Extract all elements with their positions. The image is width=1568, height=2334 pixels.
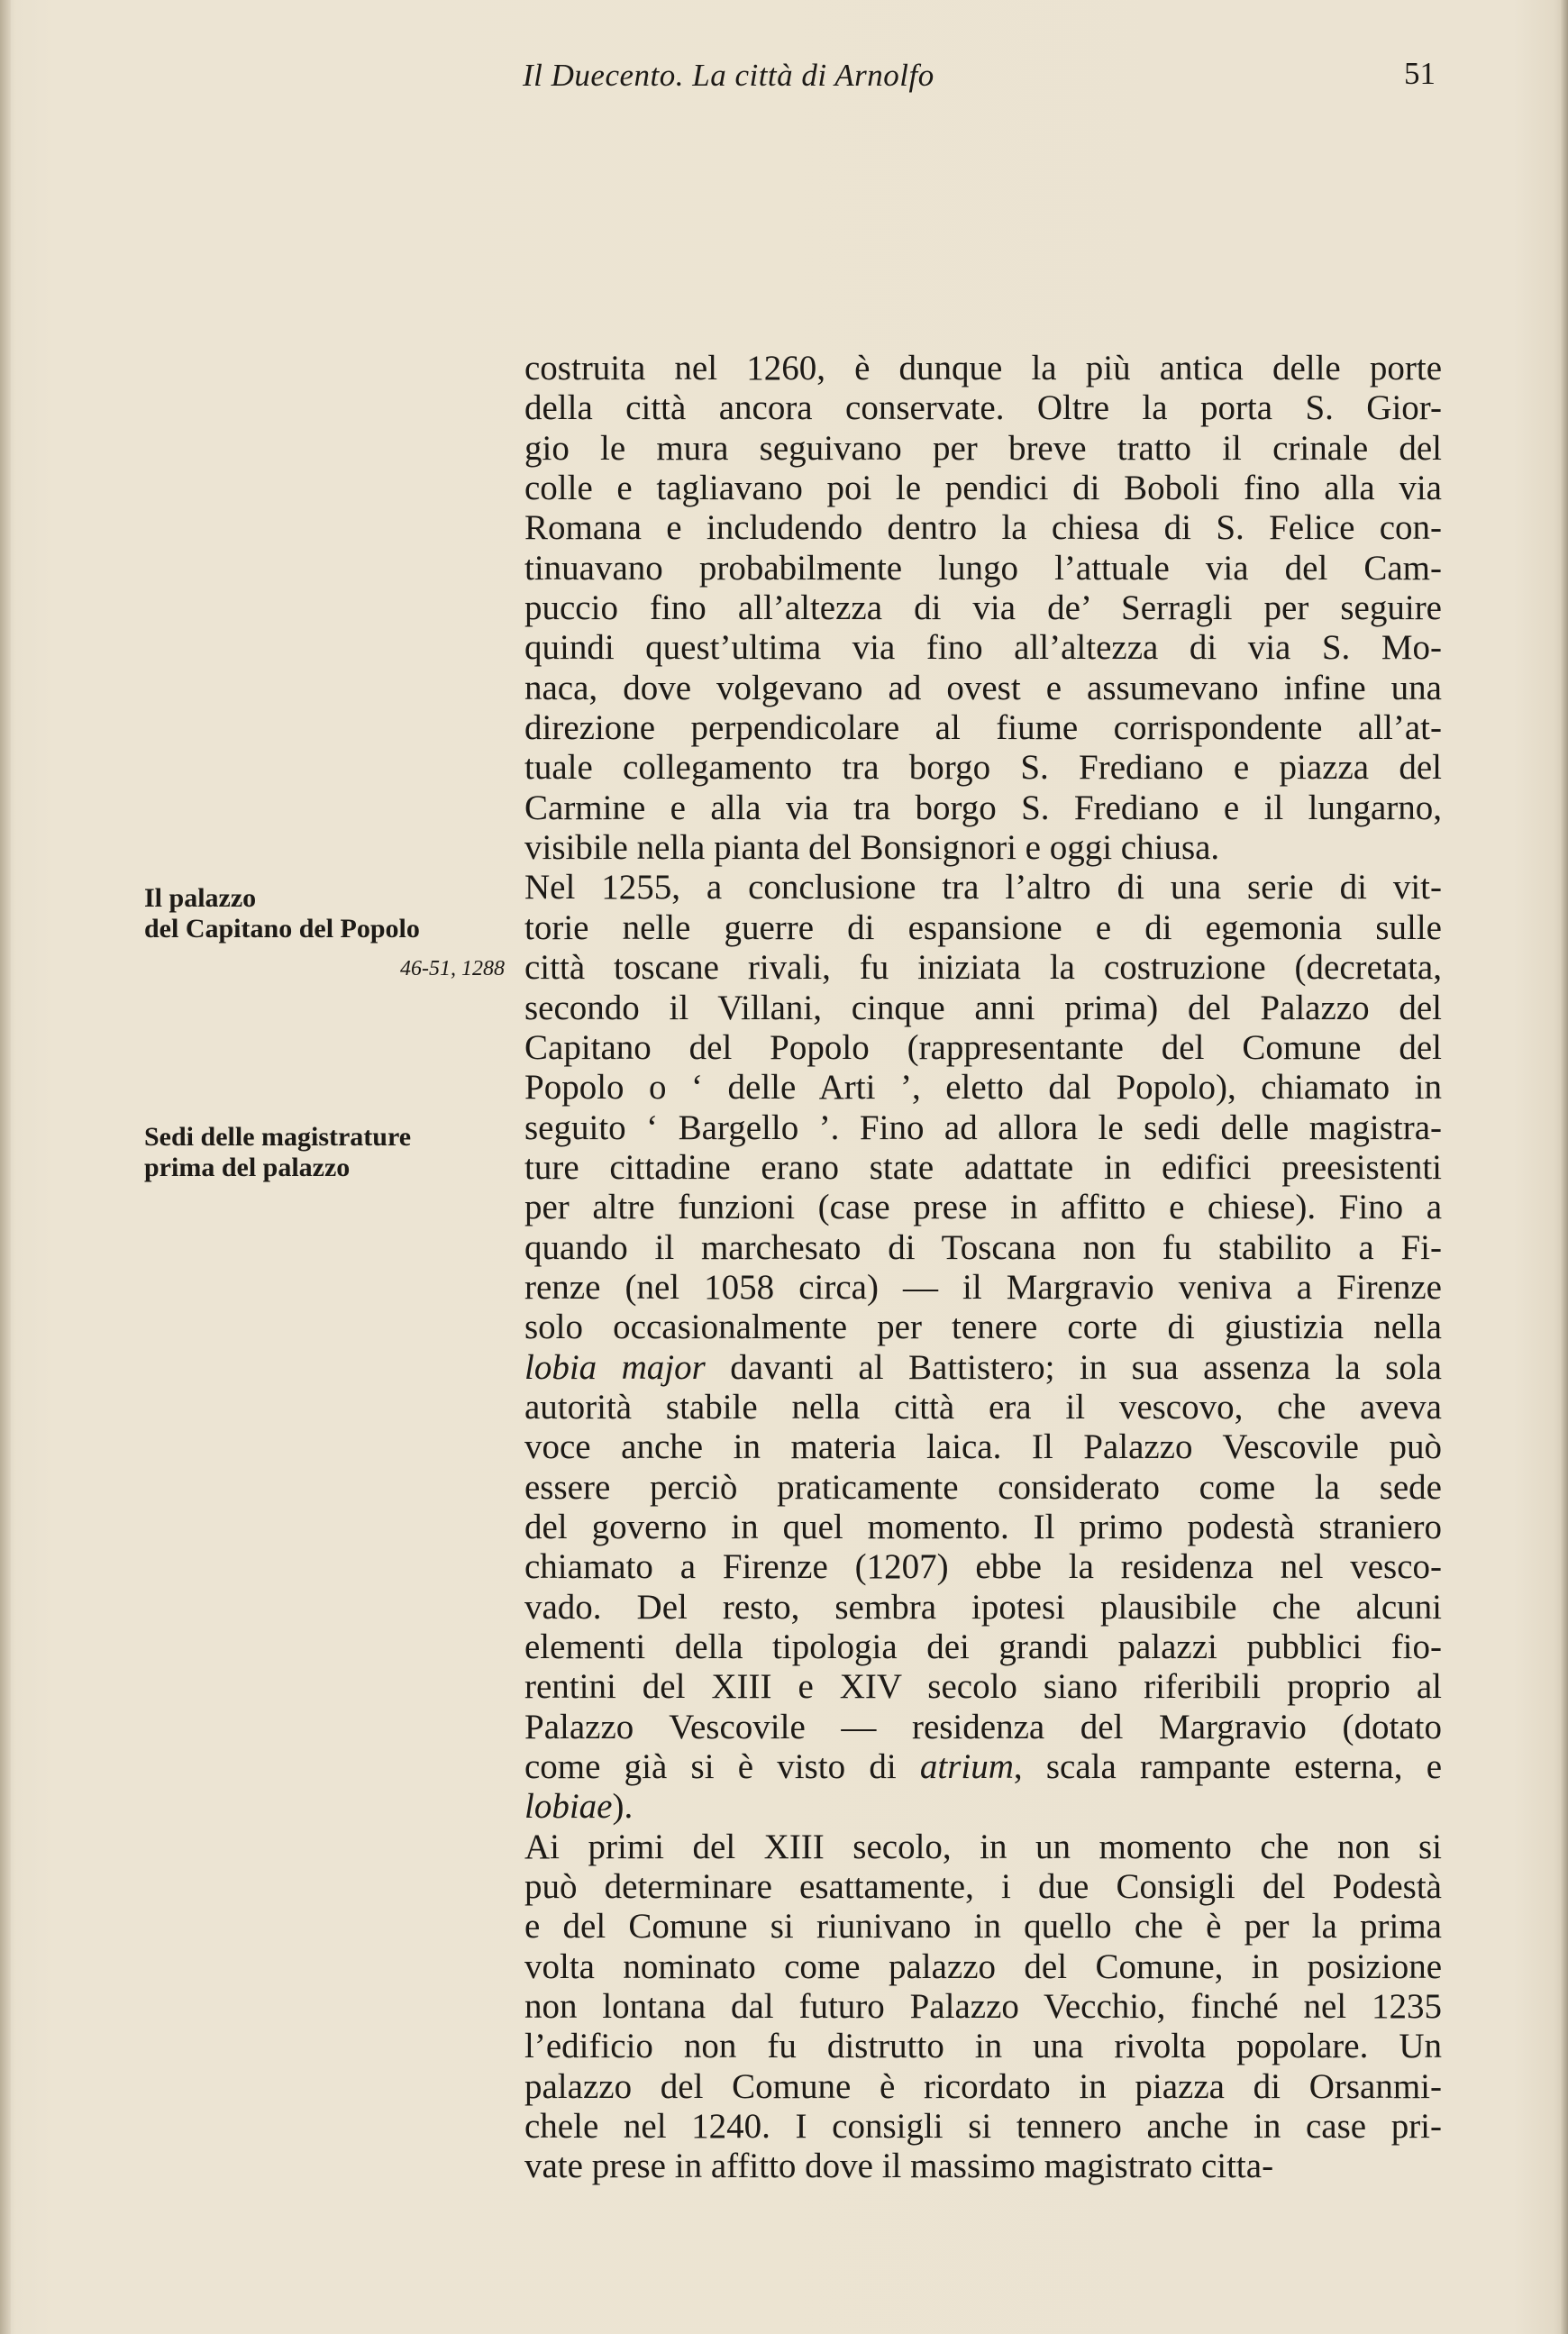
text-line: volta nominato come palazzo del Comune, in posizione	[524, 1947, 1442, 1986]
text-line: Popolo o ‘ delle Arti ’, eletto dal Popolo), chiamato in	[524, 1068, 1442, 1108]
text-line: colle e tagliavano poi le pendici di Boboli fino alla via	[524, 469, 1442, 508]
text-line: Carmine e alla via tra borgo S. Frediano e il lungarno,	[524, 788, 1442, 827]
text-line: tinuavano probabilmente lungo l’attuale via del Cam-	[524, 548, 1442, 588]
text-line: chiamato a Firenze (1207) ebbe la residenza nel vesco-	[524, 1547, 1442, 1587]
text-line: quando il marchesato di Toscana non fu stabilito a Fi-	[524, 1227, 1442, 1267]
page-number: 51	[1404, 56, 1436, 91]
text-line: costruita nel 1260, è dunque la più antica delle porte	[524, 349, 1442, 387]
text-line: Palazzo Vescovile — residenza del Margravio (dotato	[524, 1707, 1442, 1746]
text-line: vado. Del resto, sembra ipotesi plausibile che alcuni	[524, 1587, 1442, 1627]
text-line: vate prese in affitto dove il massimo magistrato citta-	[524, 2147, 1274, 2186]
running-title: Il Duecento. La città di Arnolfo	[523, 58, 934, 93]
text-line: gio le mura seguivano per breve tratto il crinale del	[524, 428, 1442, 468]
text-line: voce anche in materia laica. Il Palazzo Vescovile può	[524, 1427, 1442, 1467]
text-line: l’edificio non fu distrutto in una rivolta popolare. Un	[524, 2027, 1442, 2066]
margin-note-heading-line: Il palazzo	[144, 883, 257, 913]
text-line: può determinare esattamente, i due Consigli del Podestà	[524, 1867, 1442, 1907]
text-line: palazzo del Comune è ricordato in piazza di Orsanmi-	[524, 2066, 1442, 2106]
text-line: seguito ‘ Bargello ’. Fino ad allora le sedi delle magistra-	[524, 1108, 1442, 1147]
margin-note-capitano	[144, 883, 514, 981]
text-line: del governo in quel momento. Il primo podestà straniero	[524, 1507, 1442, 1546]
text-line: puccio fino all’altezza di via de’ Serragli per seguire	[524, 588, 1442, 628]
text-line: lobia major davanti al Battistero; in sua assenza la sola	[524, 1347, 1442, 1387]
page-gutter	[0, 0, 11, 2334]
text-line: città toscane rivali, fu iniziata la costruzione (decretata,	[524, 948, 1442, 988]
text-line: chele nel 1240. I consigli si tennero anche in case pri-	[524, 2107, 1442, 2147]
text-line: essere perciò praticamente considerato come la sede	[524, 1467, 1442, 1507]
text-line: Ai primi del XIII secolo, in un momento che non si	[524, 1827, 1442, 1866]
page-edge	[1561, 0, 1568, 2334]
text-line: direzione perpendicolare al fiume corrispondente all’at-	[524, 708, 1442, 748]
margin-note-heading-line: Sedi delle magistrature	[144, 1122, 412, 1152]
text-line: renze (nel 1058 circa) — il Margravio veniva a Firenze	[524, 1267, 1442, 1307]
text-line: solo occasionalmente per tenere corte di giustizia nella	[524, 1308, 1442, 1347]
text-line: visibile nella pianta del Bonsignori e oggi chiusa.	[524, 828, 1220, 868]
text-line: ture cittadine erano state adattate in edifici preesistenti	[524, 1147, 1442, 1187]
text-line: non lontana dal futuro Palazzo Vecchio, finché nel 1235	[524, 1987, 1442, 2027]
text-line: per altre funzioni (case prese in affitto e chiese). Fino a	[524, 1188, 1442, 1227]
margin-note-figure-reference: 46-51, 1288	[400, 957, 505, 980]
text-line: e del Comune si riunivano in quello che è per la prima	[524, 1907, 1442, 1947]
margin-note-heading-line: del Capitano del Popolo	[144, 914, 420, 944]
text-line: naca, dove volgevano ad ovest e assumevano infine una	[524, 668, 1442, 707]
text-line: Nel 1255, a conclusione tra l’altro di una serie di vit-	[524, 868, 1442, 907]
text-line: come già si è visto di atrium, scala rampante esterna, e	[524, 1747, 1442, 1787]
text-line: elementi della tipologia dei grandi palazzi pubblici fio-	[524, 1627, 1442, 1666]
text-line: Romana e includendo dentro la chiesa di S. Felice con-	[524, 508, 1442, 548]
text-line: quindi quest’ultima via fino all’altezza di via S. Mo-	[524, 628, 1442, 668]
text-line: torie nelle guerre di espansione e di egemonia sulle	[524, 907, 1442, 947]
text-line: autorità stabile nella città era il vescovo, che aveva	[524, 1387, 1442, 1427]
text-line: rentini del XIII e XIV secolo siano riferibili proprio al	[524, 1667, 1442, 1707]
text-line: della città ancora conservate. Oltre la porta S. Gior-	[524, 388, 1442, 428]
text-line: Capitano del Popolo (rappresentante del Comune del	[524, 1027, 1442, 1067]
body-text	[524, 349, 1442, 2187]
text-line: lobiae).	[524, 1787, 634, 1827]
text-line: secondo il Villani, cinque anni prima) del Palazzo del	[524, 988, 1442, 1027]
text-line: tuale collegamento tra borgo S. Frediano e piazza del	[524, 748, 1442, 788]
margin-note-sedi	[144, 1122, 514, 1183]
margin-note-heading-line: prima del palazzo	[144, 1153, 351, 1182]
